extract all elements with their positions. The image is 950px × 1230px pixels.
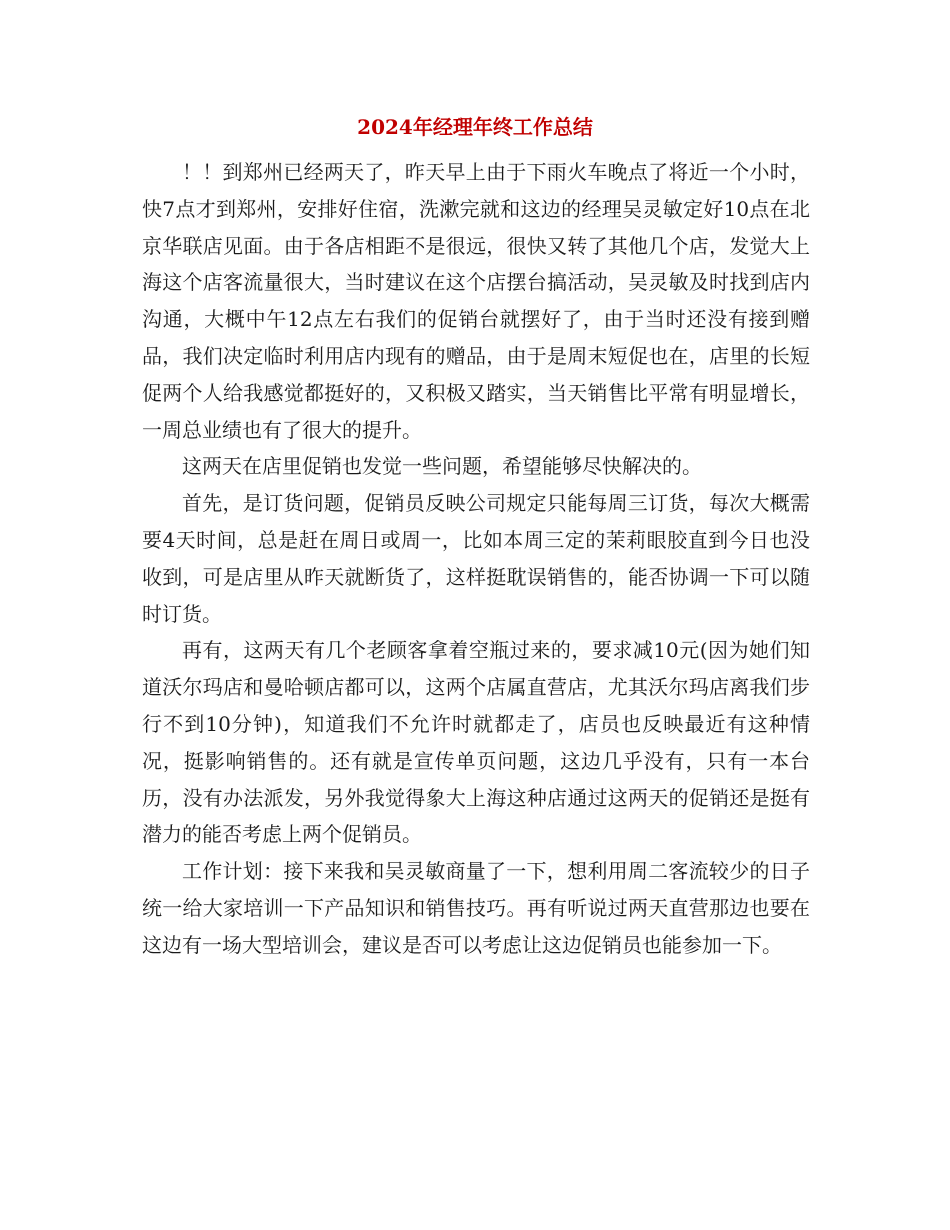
paragraph-work-plan: 工作计划：接下来我和吴灵敏商量了一下，想利用周二客流较少的日子统一给大家培训一下产品知识和销售技巧。再有听说过两天直营那边也要在这边有一场大型培训会，建议是否可以考虑让这边促销员也能参加一下。	[142, 859, 810, 957]
paragraph-customer-issue: 再有，这两天有几个老顾客拿着空瓶过来的，要求减10元(因为她们知道沃尔玛店和曼哈顿店都可以，这两个店属直营店，尤其沃尔玛店离我们步行不到10分钟)，知道我们不允许时就都走了，店员也反映最近有这种情况，挺影响销售的。还有就是宣传单页问题，这边几乎没有，只有一本台历，没有办法派发，另外我觉得象大上海这种店通过这两天的促销还是挺有潜力的能否考虑上两个促销员。	[142, 638, 810, 847]
document-body	[142, 154, 810, 964]
document-title: 2024年经理年终工作总结	[357, 115, 593, 139]
paragraph-ordering-issue: 首先，是订货问题，促销员反映公司规定只能每周三订货，每次大概需要4天时间，总是赶在周日或周一，比如本周三定的茉莉眼胶直到今日也没收到，可是店里从昨天就断货了，这样挺耽误销售的，能否协调一下可以随时订货。	[142, 491, 810, 626]
paragraph-problems-intro: 这两天在店里促销也发觉一些问题，希望能够尽快解决的。	[182, 454, 702, 479]
paragraph-arrival: ！！到郑州已经两天了，昨天早上由于下雨火车晚点了将近一个小时，快7点才到郑州，安排好住宿，洗漱完就和这边的经理吴灵敏定好10点在北京华联店见面。由于各店相距不是很远，很快又转了其他几个店，发觉大上海这个店客流量很大，当时建议在这个店摆台搞活动，吴灵敏及时找到店内沟通，大概中午12点左右我们的促销台就摆好了，由于当时还没有接到赠品，我们决定临时利用店内现有的赠品，由于是周末短促也在，店里的长短促两个人给我感觉都挺好的，又积极又踏实，当天销售比平常有明显增长，一周总业绩也有了很大的提升。	[142, 160, 810, 442]
